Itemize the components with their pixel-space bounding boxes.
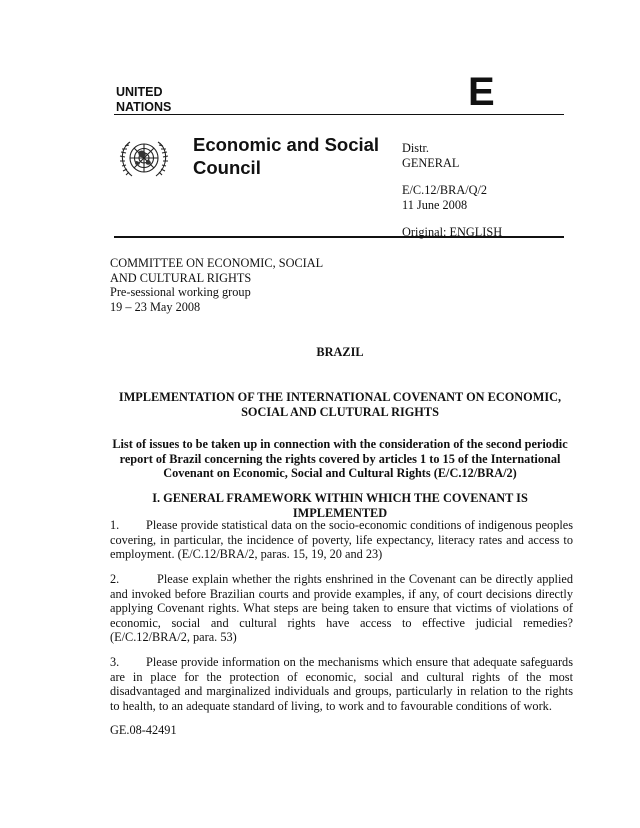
implementation-line-2: SOCIAL AND CLUTURAL RIGHTS xyxy=(241,404,439,419)
document-date: 11 June 2008 xyxy=(402,198,468,212)
paragraph-text: Please provide information on the mechanisms which ensure that adequate safeguards are in place for the protection of economic, social and cultural rights of the most disadvantaged and marginalized individuals and groups, particularly in relation to the rights to health, to an adequate standard of living, to work and to favourable conditions of work. xyxy=(110,655,573,713)
committee-line-1: COMMITTEE ON ECONOMIC, SOCIAL xyxy=(110,256,324,270)
language-code: E xyxy=(468,70,495,114)
paragraph-number: 1. xyxy=(110,518,120,532)
issues-line-3: Covenant on Economic, Social and Cultural Rights (E/C.12/BRA/2) xyxy=(163,466,517,480)
issues-line-2: report of Brazil concerning the rights covered by articles 1 to 15 of the International xyxy=(119,451,561,466)
issues-line-1: List of issues to be taken up in connection with the consideration of the second periodic xyxy=(112,437,568,451)
section-heading: I. GENERAL FRAMEWORK WITHIN WHICH THE COVENANT IS IMPLEMENTED xyxy=(152,491,528,520)
header-rule xyxy=(114,114,564,115)
committee-line-4: 19 – 23 May 2008 xyxy=(110,299,201,314)
document-number: GE.08-42491 xyxy=(110,723,177,737)
paragraph-3 xyxy=(110,655,573,713)
header-bottom-rule xyxy=(114,236,564,238)
document-symbol: E/C.12/BRA/Q/2 xyxy=(402,183,488,197)
council-line-1: Economic and Social xyxy=(193,134,380,155)
un-emblem-icon xyxy=(116,134,172,182)
paragraph-1 xyxy=(110,518,573,562)
distr-label: Distr. xyxy=(402,141,429,155)
implementation-line-1: IMPLEMENTATION OF THE INTERNATIONAL COVENANT ON ECONOMIC, xyxy=(118,390,562,404)
paragraph-number: 2. xyxy=(110,572,120,586)
org-line-1: UNITED xyxy=(116,85,163,99)
committee-line-2: AND CULTURAL RIGHTS xyxy=(110,270,252,285)
committee-line-3: Pre-sessional working group xyxy=(110,285,251,299)
implementation-title xyxy=(110,390,570,419)
council-name xyxy=(193,133,379,179)
paragraph-2 xyxy=(110,572,573,645)
council-line-2: Council xyxy=(193,157,261,178)
committee-block xyxy=(110,256,323,314)
org-line-2: NATIONS xyxy=(116,100,172,114)
distribution-block xyxy=(402,141,502,240)
country-title: BRAZIL xyxy=(316,345,364,359)
paragraph-text: Please provide statistical data on the socio-economic conditions of indigenous peoples covering, in particular, the incidence of poverty, life expectancy, literacy rates and access to employment. (E/C.12/BRA/2, paras. 15, 19, 20 and 23) xyxy=(110,518,573,561)
original-language: Original: ENGLISH xyxy=(402,225,503,239)
organization-name xyxy=(116,85,171,115)
paragraph-number: 3. xyxy=(110,655,120,669)
distr-type: GENERAL xyxy=(402,156,460,170)
paragraph-text: Please explain whether the rights enshrined in the Covenant can be directly applied and invoked before Brazilian courts and provide examples, if any, of court decisions directly applying Covenant rights. What steps are being taken to ensure that victims of violations of economic, social and cultural rights have access to effective judicial remedies? (E/C.12/BRA/2, para. 53) xyxy=(110,572,573,644)
list-of-issues-title xyxy=(110,437,570,481)
